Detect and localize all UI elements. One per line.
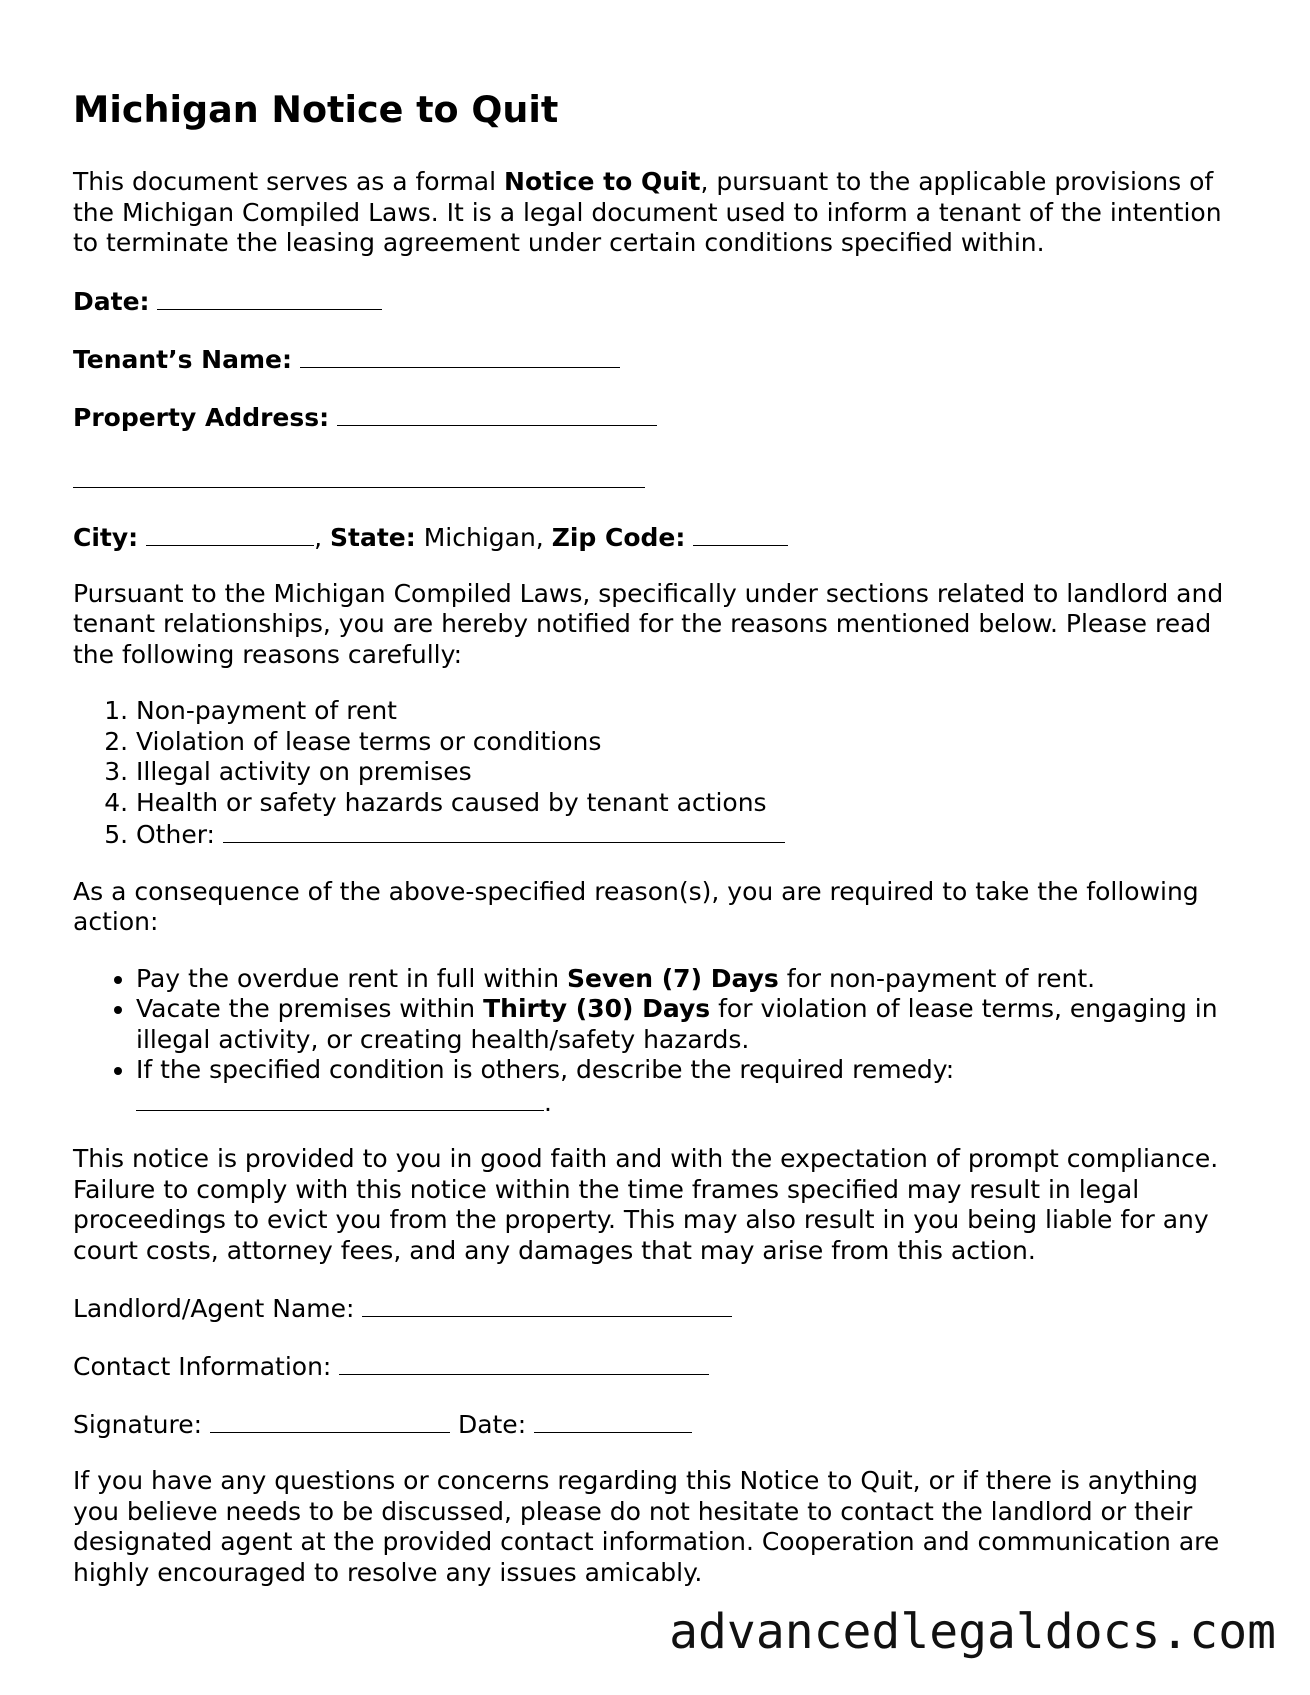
other-reason-blank[interactable]	[223, 818, 785, 843]
intro-text: This document serves as a formal	[73, 167, 505, 196]
reason-item	[136, 696, 1230, 727]
action-text-rest: for violation of lease terms, engaging in illegal activity, or creating health/safety hazards.	[136, 994, 1218, 1054]
reason-text: Other:	[136, 820, 215, 849]
contact-info-blank[interactable]	[339, 1350, 709, 1375]
zip-label: Zip Code:	[551, 522, 686, 552]
tenant-name-field	[73, 343, 1230, 375]
intro-paragraph	[73, 167, 1230, 259]
notice-paragraph: This notice is provided to you in good faith and with the expectation of prompt compliance. Failure to comply with this notice within the time frames specified may result in legal proceedings to evict you from the property. This may also result in you being liable for any court costs, attorney fees, and any damages that may arise from this action.	[73, 1144, 1219, 1265]
contact-info-field	[73, 1350, 1230, 1382]
reason-item	[136, 727, 1230, 758]
city-state-zip-field	[73, 521, 1230, 553]
date-label: Date:	[73, 286, 150, 316]
reason-text: Violation of lease terms or conditions	[136, 726, 602, 756]
property-address-line2	[73, 463, 1230, 495]
reasons-intro: Pursuant to the Michigan Compiled Laws, specifically under sections related to landlord and tenant relationships, you are hereby notified for the reasons mentioned below. Please read the following reasons carefully:	[73, 578, 1224, 669]
action-item	[136, 1055, 1230, 1118]
action-text: If the specified condition is others, describe the required remedy:	[136, 1055, 955, 1084]
state-value: Michigan,	[423, 522, 544, 552]
closing-paragraph: If you have any questions or concerns regarding this Notice to Quit, or if there is anything you believe needs to be discussed, please do not hesitate to contact the landlord or their designated agent at the provided contact information. Cooperation and communication are highly encouraged to resolve any issues amicably.	[73, 1466, 1220, 1587]
property-address-label: Property Address:	[73, 402, 330, 432]
zip-blank[interactable]	[693, 521, 788, 546]
landlord-name-field	[73, 1292, 1230, 1324]
reason-item-other	[136, 818, 1230, 851]
action-item	[136, 964, 1230, 995]
intro-text-rest: , pursuant to the applicable provisions of the Michigan Compiled Laws. It is a legal document used to inform a tenant of the intention to terminate the leasing agreement under certain conditions specified within.	[73, 167, 1222, 257]
city-blank[interactable]	[146, 521, 314, 546]
intro-bold: Notice to Quit	[504, 167, 701, 196]
signature-date-label: Date:	[457, 1410, 527, 1439]
reason-item	[136, 788, 1230, 819]
contact-info-label: Contact Information:	[73, 1352, 332, 1381]
action-text-rest: .	[544, 1087, 552, 1117]
reason-text: Illegal activity on premises	[136, 757, 472, 786]
property-address-blank[interactable]	[337, 401, 657, 426]
landlord-name-label: Landlord/Agent Name:	[73, 1294, 355, 1323]
action-deadline: Thirty (30) Days	[483, 994, 711, 1023]
city-label: City:	[73, 522, 139, 552]
actions-intro: As a consequence of the above-specified reason(s), you are required to take the following action:	[73, 876, 1199, 936]
reasons-list	[73, 696, 1230, 851]
state-label: State:	[330, 522, 416, 552]
signature-blank[interactable]	[210, 1408, 450, 1433]
action-deadline: Seven (7) Days	[567, 963, 779, 993]
action-item	[136, 994, 1230, 1055]
date-field	[73, 285, 1230, 317]
reason-text: Health or safety hazards caused by tenant actions	[136, 787, 767, 817]
watermark: advancedlegaldocs.com	[669, 1604, 1276, 1660]
tenant-name-label: Tenant’s Name:	[73, 344, 292, 374]
property-address-field	[73, 401, 1230, 433]
action-text-rest: for non-payment of rent.	[778, 963, 1096, 993]
page-title: Michigan Notice to Quit	[73, 88, 559, 131]
landlord-name-blank[interactable]	[362, 1292, 732, 1317]
city-separator: ,	[314, 522, 323, 552]
action-text: Vacate the premises within	[136, 994, 484, 1023]
property-address-blank-2[interactable]	[73, 463, 645, 488]
reason-text: Non-payment of rent	[136, 696, 397, 725]
signature-label: Signature:	[73, 1410, 203, 1439]
date-blank[interactable]	[157, 285, 382, 310]
reason-item	[136, 757, 1230, 788]
tenant-name-blank[interactable]	[300, 343, 620, 368]
remedy-blank[interactable]	[136, 1086, 544, 1111]
signature-date-blank[interactable]	[534, 1408, 692, 1433]
action-text: Pay the overdue rent in full within	[136, 963, 568, 993]
signature-field	[73, 1408, 1230, 1440]
actions-list	[73, 964, 1230, 1119]
